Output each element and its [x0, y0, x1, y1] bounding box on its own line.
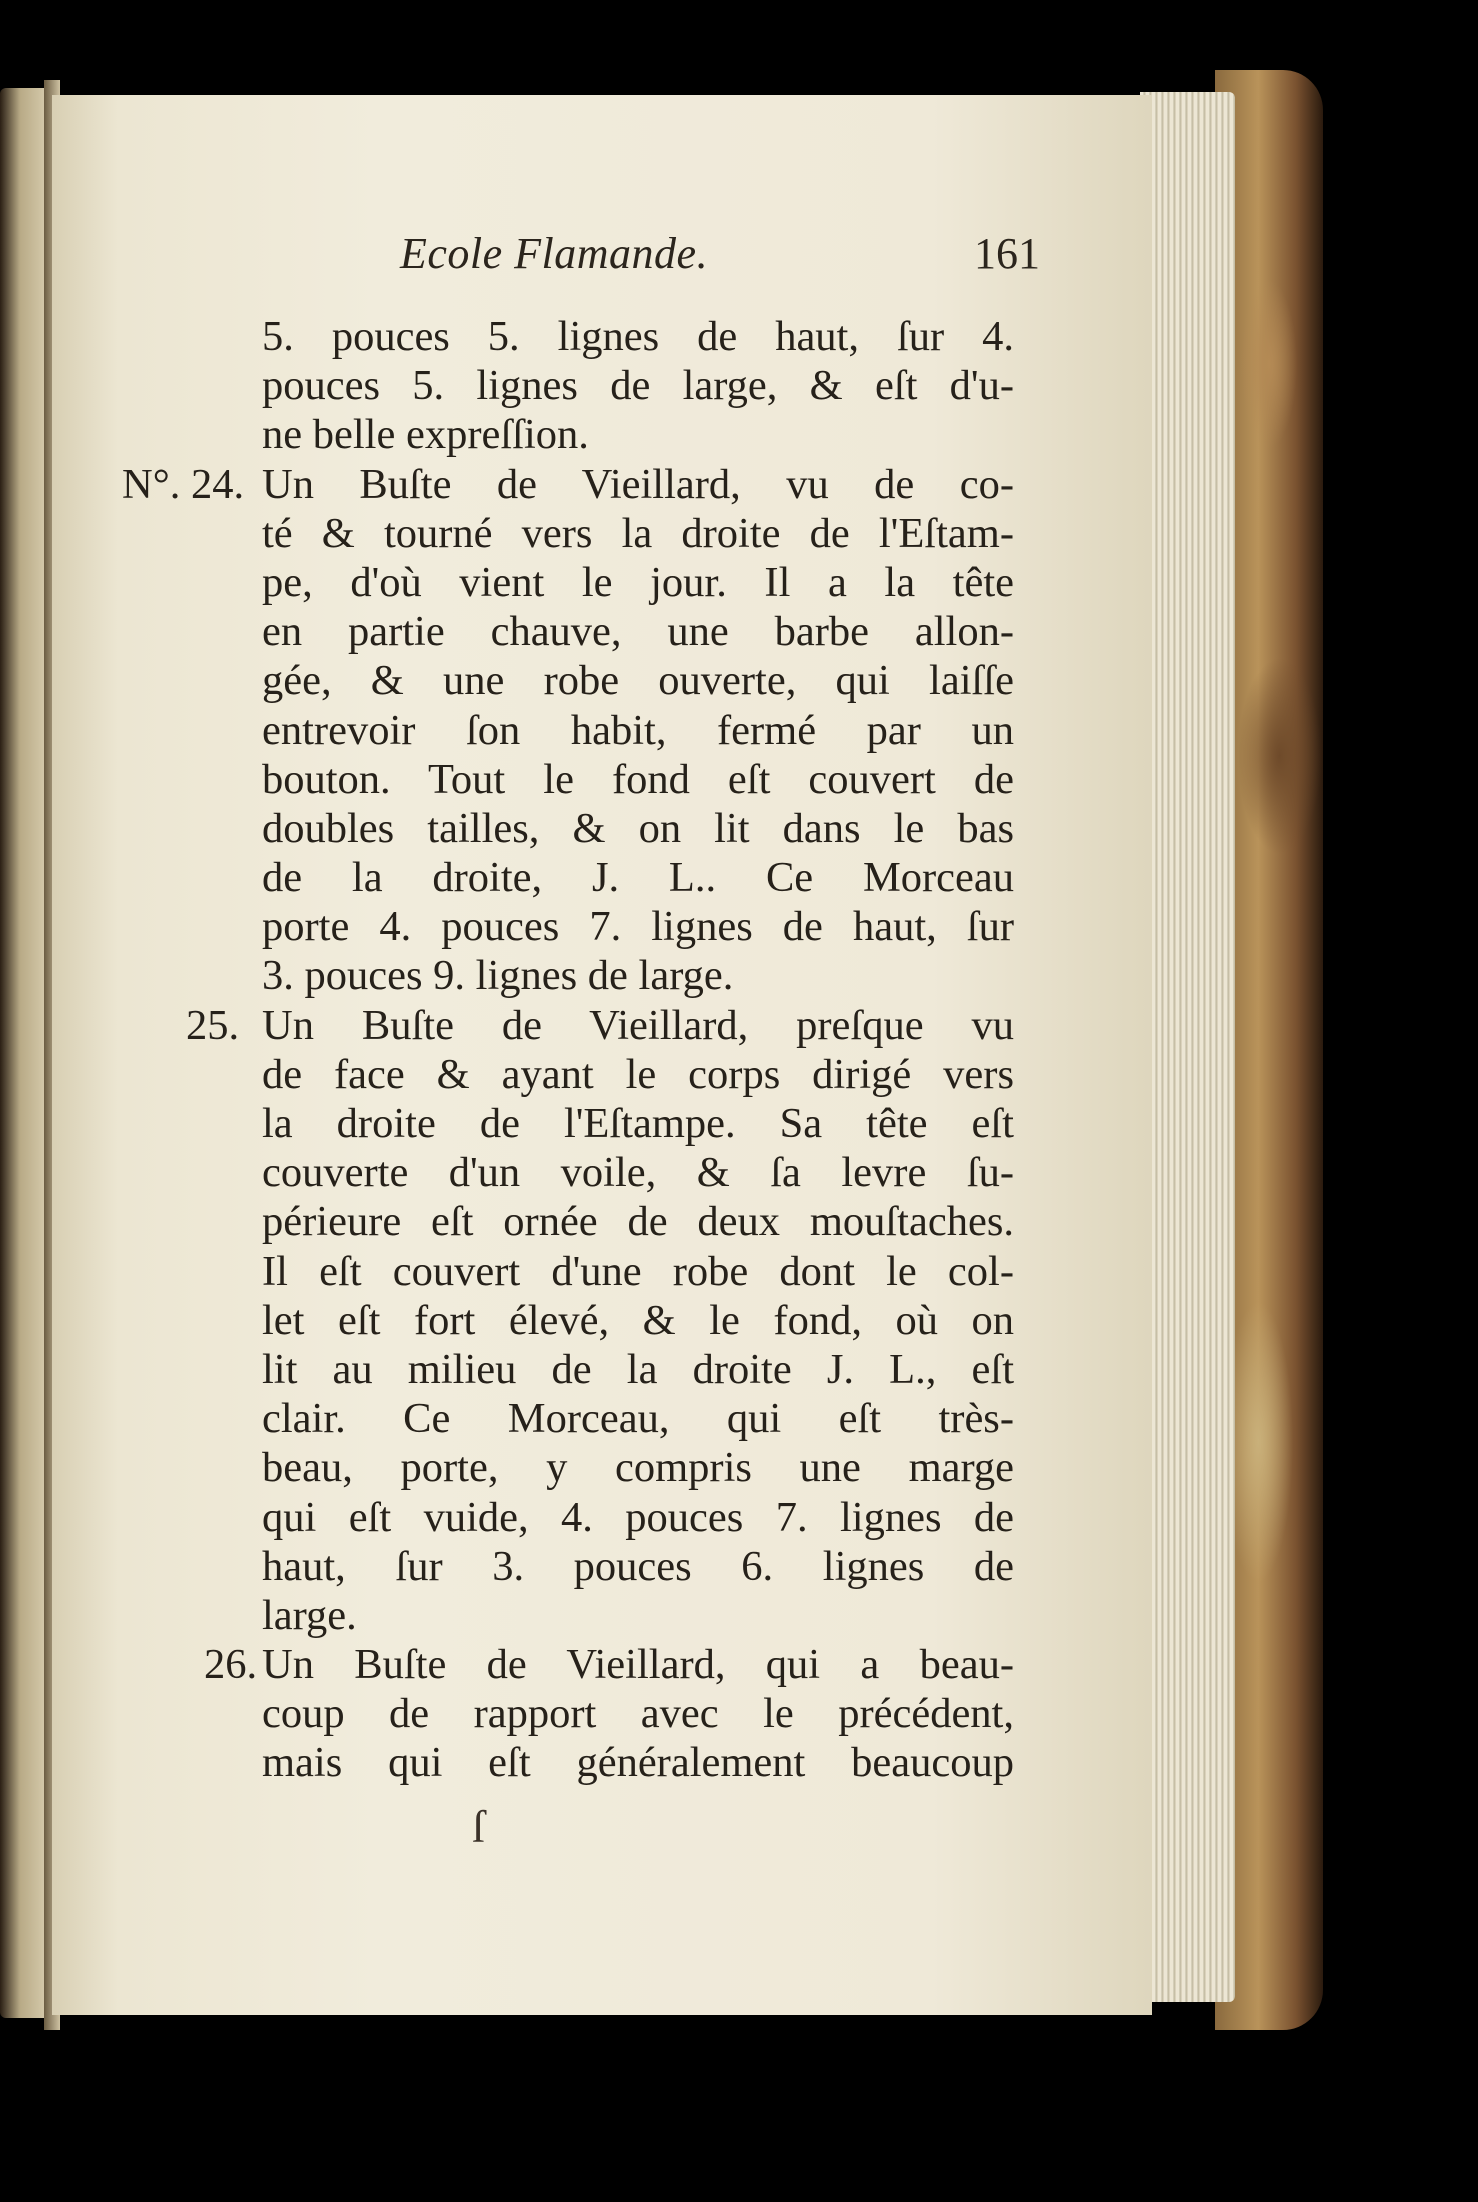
- running-head: [400, 228, 1040, 288]
- text-line: 5. pouces 5. lignes de haut, ſur 4.: [262, 313, 1014, 360]
- entry-number: N°. 24.: [122, 461, 245, 508]
- text-line: beau, porte, y compris une marge: [262, 1444, 1014, 1492]
- page-number: 161: [974, 229, 1040, 278]
- text-line: Il eſt couvert d'une robe dont le col-: [262, 1247, 1014, 1295]
- text-line: de la droite, J. L.. Ce Morceau: [262, 854, 1014, 902]
- text-line: ne belle expreſſion.: [262, 411, 589, 459]
- body-text: [262, 312, 1014, 1788]
- text-line: gée, & une robe ouverte, qui laiſſe: [262, 657, 1014, 705]
- text-line: pe, d'où vient le jour. Il a la tête: [262, 558, 1014, 606]
- text-line: lit au milieu de la droite J. L., eſt: [262, 1345, 1014, 1393]
- text-line: bouton. Tout le fond eſt couvert de: [262, 755, 1014, 803]
- text-line: qui eſt vuide, 4. pouces 7. lignes de: [262, 1493, 1014, 1541]
- entry-number: 26.: [204, 1641, 258, 1688]
- text-line: clair. Ce Morceau, qui eſt très-: [262, 1395, 1014, 1443]
- text-line: couverte d'un voile, & ſa levre ſu-: [262, 1149, 1014, 1197]
- text-line: 3. pouces 9. lignes de large.: [262, 952, 734, 1000]
- entry-number: 25.: [186, 1002, 240, 1049]
- text-line: entrevoir ſon habit, fermé par un: [262, 706, 1014, 754]
- text-line: pouces 5. lignes de large, & eſt d'u-: [262, 362, 1014, 410]
- running-title: Ecole Flamande.: [400, 229, 709, 278]
- text-line: mais qui eſt généralement beaucoup: [262, 1739, 1014, 1787]
- text-line: Un Buſte de Vieillard, vu de co-: [262, 460, 1014, 508]
- previous-leaf-edge: [0, 88, 50, 2018]
- text-line: coup de rapport avec le précédent,: [262, 1690, 1014, 1738]
- text-line: périeure eſt ornée de deux mouſtaches.: [262, 1198, 1014, 1246]
- text-line: la droite de l'Eſtampe. Sa tête eſt: [262, 1100, 1014, 1147]
- text-line: doubles tailles, & on lit dans le bas: [262, 804, 1014, 852]
- text-line: Un Buſte de Vieillard, preſque vu: [262, 1001, 1014, 1049]
- text-line: té & tourné vers la droite de l'Eſtam-: [262, 509, 1014, 557]
- page-edges: [1140, 92, 1235, 2002]
- text-line: Un Buſte de Vieillard, qui a beau-: [262, 1641, 1014, 1689]
- text-line: porte 4. pouces 7. lignes de haut, ſur: [262, 903, 1014, 951]
- text-line: haut, ſur 3. pouces 6. lignes de: [262, 1542, 1014, 1590]
- text-line: en partie chauve, une barbe allon-: [262, 608, 1014, 656]
- text-line: let eſt fort élevé, & le fond, où on: [262, 1296, 1014, 1344]
- text-line: large.: [262, 1591, 357, 1639]
- text-line: de face & ayant le corps dirigé vers: [262, 1050, 1014, 1098]
- signature-mark-icon: ſ: [472, 1801, 485, 1852]
